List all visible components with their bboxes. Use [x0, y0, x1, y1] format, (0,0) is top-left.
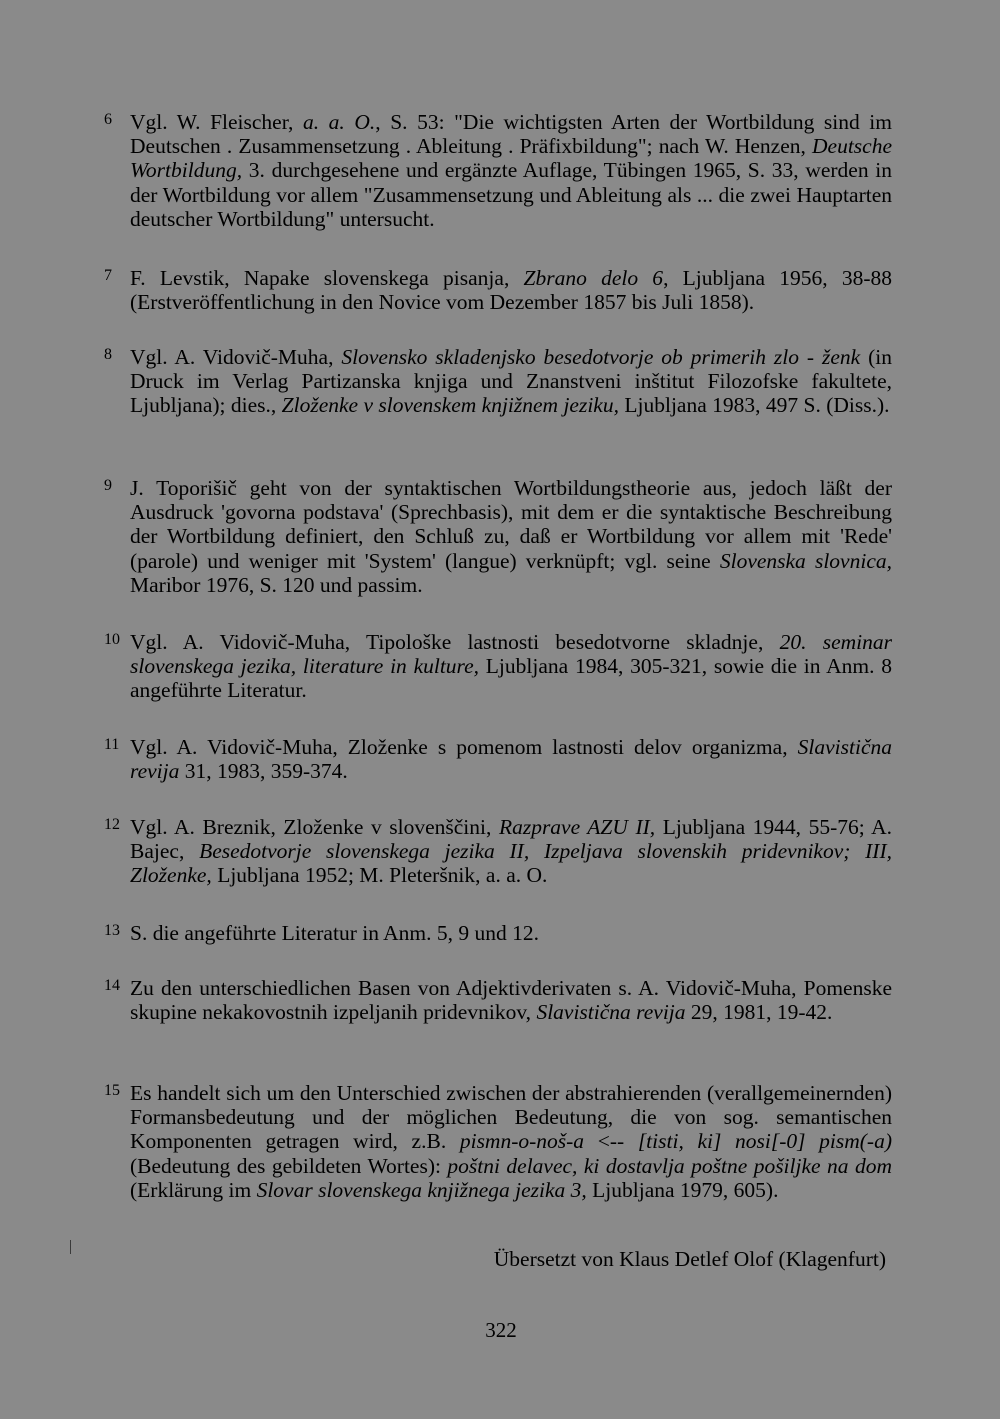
footnote-text: Vgl. A. Vidovič-Muha, Slovensko skladenjsko besedotvorje ob primerih zlo - ženk (in Druck im Verlag Partizanska knjiga und Znanstveni inštitut Filozofske fakultete, Ljubljana); dies., Zloženke v slovenskem knjižnem jeziku, Ljubljana 1983, 497 S. (Diss.). — [130, 345, 892, 418]
footnote-text: Es handelt sich um den Unterschied zwischen der abstrahierenden (verallgemeinernden) Formansbedeutung und der möglichen Bedeutung, die von sog. semantischen Komponenten getragen wird, z.B. pismn-o-noš-a <-- [tisti, ki] nosi[-0] pism(-a) (Bedeutung des gebildeten Wortes): poštni delavec, ki dostavlja poštne pošiljke na dom (Erklärung im Slovar slovenskega knjižnega jezika 3, Ljubljana 1979, 605). — [130, 1081, 892, 1202]
footnote-number: 8 — [104, 346, 112, 363]
footnote-text: Vgl. A. Vidovič-Muha, Zloženke s pomenom lastnosti delov organizma, Slavistična revija 31, 1983, 359-374. — [130, 735, 892, 784]
footnote-text: Vgl. A. Breznik, Zloženke v slovenščini, Razprave AZU II, Ljubljana 1944, 55-76; A. Bajec, Besedotvorje slovenskega jezika II, Izpeljava slovenskih pridevnikov; III, Zloženke, Ljubljana 1952; M. Pleteršnik, a. a. O. — [130, 815, 892, 888]
footnote-text: S. die angeführte Literatur in Anm. 5, 9 und 12. — [130, 921, 540, 945]
footnote-number: 14 — [104, 977, 120, 994]
scan-mark — [70, 1240, 71, 1254]
footnote-number: 7 — [104, 267, 112, 284]
footnote-number: 13 — [104, 922, 120, 939]
footnote-text: Vgl. W. Fleischer, a. a. O., S. 53: "Die wichtigsten Arten der Wortbildung sind im Deutschen . Zusammensetzung . Ableitung . Präfixbildung"; nach W. Henzen, Deutsche Wortbildung, 3. durchgesehene und ergänzte Auflage, Tübingen 1965, S. 33, werden in der Wortbildung vor allem "Zusammensetzung und Ableitung als ... die zwei Hauptarten deutscher Wortbildung" untersucht. — [130, 110, 893, 231]
footnote-text: Vgl. A. Vidovič-Muha, Tipološke lastnosti besedotvorne skladnje, 20. seminar slovenskega jezika, literature in kulture, Ljubljana 1984, 305-321, sowie die in Anm. 8 angeführte Literatur. — [130, 630, 893, 703]
footnote-number: 12 — [104, 816, 120, 833]
footnote-text: F. Levstik, Napake slovenskega pisanja, Zbrano delo 6, Ljubljana 1956, 38-88 (Erstveröffentlichung in den Novice vom Dezember 1857 bis Juli 1858). — [130, 266, 892, 315]
footnote-text: Zu den unterschiedlichen Basen von Adjektivderivaten s. A. Vidovič-Muha, Pomenske skupine nekakovostnih izpeljanih pridevnikov, Slavistična revija 29, 1981, 19-42. — [130, 976, 892, 1025]
footnote-number: 10 — [104, 631, 120, 648]
page-number: 322 — [485, 1318, 517, 1342]
footnote-number: 15 — [104, 1082, 120, 1099]
footnote-number: 6 — [104, 111, 112, 128]
footnote-number: 9 — [104, 477, 112, 494]
footnote-number: 11 — [104, 736, 120, 753]
translator-credit: Übersetzt von Klaus Detlef Olof (Klagenfurt) — [493, 1247, 886, 1271]
footnote-text: J. Toporišič geht von der syntaktischen Wortbildungstheorie aus, jedoch läßt der Ausdruck 'govorna podstava' (Sprechbasis), mit dem er die syntaktische Beschreibung der Wortbildung definiert, den Schluß zu, daß er Wortbildung vor allem mit 'Rede' (parole) und weniger mit 'System' (langue) verknüpft; vgl. seine Slovenska slovnica, Maribor 1976, S. 120 und passim. — [130, 476, 892, 597]
